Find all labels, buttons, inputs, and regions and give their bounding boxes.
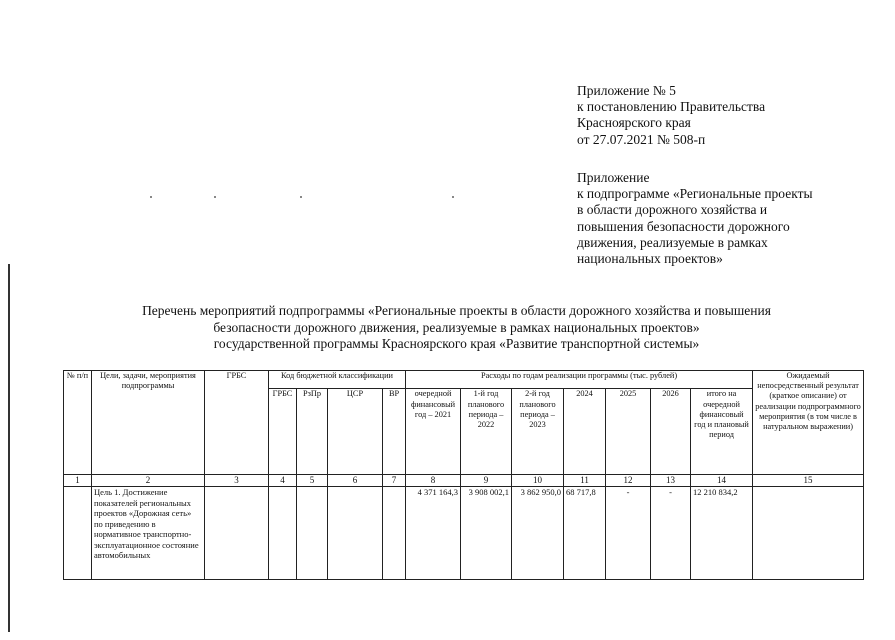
goal-code-grbs-cell bbox=[269, 487, 297, 580]
header-row-1 bbox=[64, 371, 864, 389]
header-year-2023: 2-й год планового периода – 2023 bbox=[512, 389, 564, 475]
goal-value-2024: 68 717,8 bbox=[564, 487, 606, 580]
goal-result-cell bbox=[753, 487, 864, 580]
header-rzpr: РзПр bbox=[297, 389, 328, 475]
column-number: 12 bbox=[606, 475, 651, 487]
header-year-2025: 2025 bbox=[606, 389, 651, 475]
goal-csr-cell bbox=[328, 487, 383, 580]
column-number: 8 bbox=[406, 475, 461, 487]
column-number: 2 bbox=[92, 475, 205, 487]
title-line: государственной программы Красноярского края «Развитие транспортной системы» bbox=[213, 336, 700, 351]
appendix-sub-line: повышения безопасности дорожного bbox=[577, 218, 790, 234]
appendix-sub-line: движения, реализуемые в рамках bbox=[577, 234, 768, 250]
appendix-main-line: Приложение № 5 bbox=[577, 83, 676, 98]
goal-value-2021: 4 371 164,3 bbox=[406, 487, 461, 580]
column-number: 6 bbox=[328, 475, 383, 487]
appendix-sub-line: Приложение bbox=[577, 170, 650, 185]
header-num: № п/п bbox=[64, 371, 92, 475]
header-year-2021: очередной финансовый год – 2021 bbox=[406, 389, 461, 475]
header-year-2024: 2024 bbox=[564, 389, 606, 475]
column-number: 14 bbox=[691, 475, 753, 487]
appendix-main-line: от 27.07.2021 № 508-п bbox=[577, 131, 706, 147]
goal-num-cell bbox=[64, 487, 92, 580]
column-number: 3 bbox=[205, 475, 269, 487]
title-line: Перечень мероприятий подпрограммы «Региональные проекты в области дорожного хозяйства и повышения bbox=[142, 303, 771, 318]
goal-grbs-cell bbox=[205, 487, 269, 580]
goal-rzpr-cell bbox=[297, 487, 328, 580]
column-number: 13 bbox=[651, 475, 691, 487]
appendix-main-line: Красноярского края bbox=[577, 115, 691, 131]
goal-row bbox=[64, 487, 864, 580]
column-number: 7 bbox=[383, 475, 406, 487]
measures-table bbox=[63, 370, 864, 580]
header-expenses: Расходы по годам реализации программы (тыс. рублей) bbox=[406, 371, 753, 389]
header-vr: ВР bbox=[383, 389, 406, 475]
page-left-border bbox=[8, 264, 10, 632]
column-number: 10 bbox=[512, 475, 564, 487]
goal-value-2025: - bbox=[606, 487, 651, 580]
appendix-main-line: к постановлению Правительства bbox=[577, 99, 766, 115]
column-number: 1 bbox=[64, 475, 92, 487]
header-goals: Цели, задачи, мероприятия подпрограммы bbox=[92, 371, 205, 475]
column-number: 9 bbox=[461, 475, 512, 487]
column-number: 5 bbox=[297, 475, 328, 487]
goal-total: 12 210 834,2 bbox=[691, 487, 753, 580]
appendix-sub-block bbox=[577, 170, 813, 267]
document-title bbox=[60, 303, 853, 353]
column-number: 11 bbox=[564, 475, 606, 487]
column-number-row bbox=[64, 475, 864, 487]
header-grbs: ГРБС bbox=[205, 371, 269, 475]
goal-text: Цель 1. Достижение показателей региональных проектов «Дорожная сеть» по приведению в нормативное транспортно-эксплуатационное состояние автомобильных bbox=[92, 487, 205, 580]
header-code-grbs: ГРБС bbox=[269, 389, 297, 475]
goal-vr-cell bbox=[383, 487, 406, 580]
appendix-sub-line: в области дорожного хозяйства и bbox=[577, 202, 768, 218]
header-year-2022: 1-й год планового периода – 2022 bbox=[461, 389, 512, 475]
header-total: итого на очередной финансовый год и плановый период bbox=[691, 389, 753, 475]
column-number: 4 bbox=[269, 475, 297, 487]
appendix-main-block bbox=[577, 83, 765, 148]
header-result: Ожидаемый непосредственный результат (краткое описание) от реализации подпрограммного мероприятия (в том числе в натуральном выражении) bbox=[753, 371, 864, 475]
header-csr: ЦСР bbox=[328, 389, 383, 475]
title-line: безопасности дорожного движения, реализуемые в рамках национальных проектов» bbox=[213, 319, 700, 335]
column-number: 15 bbox=[753, 475, 864, 487]
appendix-sub-line: к подпрограмме «Региональные проекты bbox=[577, 186, 813, 202]
goal-value-2023: 3 862 950,0 bbox=[512, 487, 564, 580]
goal-value-2022: 3 908 002,1 bbox=[461, 487, 512, 580]
goal-value-2026: - bbox=[651, 487, 691, 580]
appendix-sub-line: национальных проектов» bbox=[577, 251, 723, 267]
header-year-2026: 2026 bbox=[651, 389, 691, 475]
header-budget-code: Код бюджетной классификации bbox=[269, 371, 406, 389]
